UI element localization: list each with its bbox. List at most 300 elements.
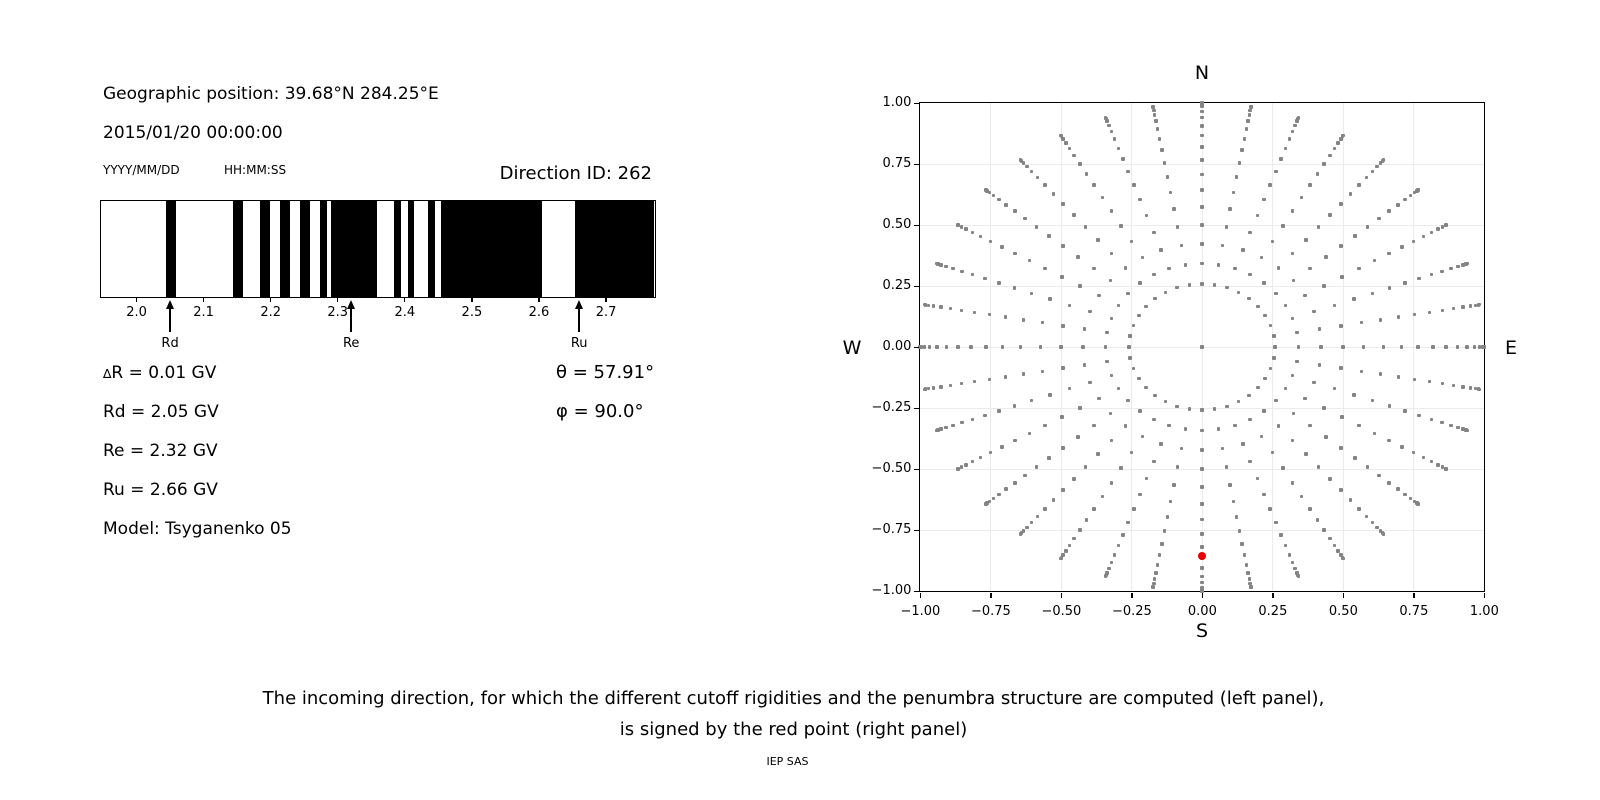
direction-grid-dot: [939, 427, 943, 431]
direction-grid-dot: [1360, 370, 1364, 374]
direction-grid-dot: [1353, 456, 1357, 460]
direction-grid-dot: [1030, 521, 1034, 525]
direction-grid-dot: [1200, 408, 1204, 412]
direction-grid-dot: [1153, 297, 1157, 301]
x-tick-label: 1.00: [1469, 604, 1499, 620]
direction-grid-dot: [1060, 275, 1064, 279]
direction-grid-dot: [1043, 183, 1047, 187]
direction-grid-dot: [1248, 273, 1252, 277]
direction-grid-dot: [1152, 418, 1156, 422]
direction-grid-dot: [1387, 481, 1391, 485]
direction-grid-dot: [1097, 294, 1101, 298]
direction-grid-dot: [1248, 460, 1252, 464]
direction-grid-dot: [1200, 575, 1204, 579]
direction-grid-dot: [1030, 170, 1034, 174]
direction-grid-dot: [973, 311, 977, 315]
direction-grid-dot: [1416, 502, 1420, 506]
direction-grid-dot: [1461, 385, 1465, 389]
direction-grid-dot: [1256, 477, 1260, 481]
direction-grid-dot: [1144, 305, 1148, 309]
direction-grid-dot: [1371, 170, 1375, 174]
direction-grid-dot: [932, 304, 936, 308]
direction-grid-dot: [1096, 452, 1100, 456]
direction-grid-dot: [969, 345, 973, 349]
direction-grid-dot: [1308, 267, 1312, 271]
direction-grid-dot: [1349, 192, 1353, 196]
direction-grid-dot: [1279, 533, 1283, 537]
direction-grid-dot: [944, 426, 948, 430]
direction-grid-dot: [1035, 225, 1039, 229]
direction-grid-dot: [1379, 372, 1383, 376]
direction-grid-dot: [1110, 439, 1114, 443]
direction-grid-dot: [1169, 500, 1173, 504]
direction-grid-dot: [1340, 275, 1344, 279]
direction-grid-dot: [1156, 563, 1160, 567]
penumbra-tick-label: 2.5: [461, 305, 483, 320]
direction-grid-dot: [1188, 407, 1192, 411]
penumbra-tick: [404, 297, 405, 302]
direction-grid-dot: [1366, 225, 1370, 229]
y-tick-label: 1.00: [882, 95, 912, 111]
direction-grid-dot: [1000, 445, 1004, 449]
direction-grid-dot: [1092, 424, 1096, 428]
y-tick-label: 0.50: [882, 217, 912, 233]
direction-grid-dot: [1241, 248, 1245, 252]
direction-grid-dot: [1303, 397, 1307, 401]
direction-grid-dot: [1061, 324, 1065, 328]
direction-grid-dot: [1333, 147, 1337, 151]
direction-grid-dot: [1025, 526, 1029, 530]
direction-grid-dot: [1064, 141, 1068, 145]
direction-grid-dot: [1172, 207, 1176, 211]
direction-grid-dot: [1238, 161, 1242, 165]
direction-grid-dot: [960, 465, 964, 469]
direction-grid-dot: [1417, 277, 1421, 281]
direction-grid-dot: [973, 380, 977, 384]
direction-grid-dot: [1288, 553, 1292, 557]
direction-grid-dot: [1409, 194, 1413, 198]
direction-grid-dot: [1137, 314, 1141, 318]
y-tick: [914, 530, 919, 531]
direction-grid-dot: [951, 424, 955, 428]
direction-grid-dot: [1478, 388, 1482, 392]
direction-grid-dot: [1340, 415, 1344, 419]
y-tick: [914, 164, 919, 165]
direction-grid-dot: [1023, 217, 1027, 221]
direction-grid-dot: [1428, 311, 1432, 315]
direction-grid-dot: [1243, 137, 1247, 141]
y-tick: [914, 347, 919, 348]
direction-grid-dot: [1422, 235, 1426, 239]
direction-grid-dot: [1357, 507, 1361, 511]
direction-grid-dot: [1377, 474, 1381, 478]
direction-grid-dot: [1322, 284, 1326, 288]
direction-grid-dot: [1371, 292, 1375, 296]
direction-grid-dot: [1105, 360, 1109, 364]
direction-grid-dot: [1465, 345, 1469, 349]
direction-grid-dot: [1110, 481, 1114, 485]
direction-grid-dot: [1291, 209, 1295, 213]
x-tick-label: −0.75: [970, 604, 1011, 620]
direction-grid-dot: [1023, 474, 1027, 478]
direction-grid-dot: [1004, 487, 1008, 491]
direction-grid-dot: [1078, 162, 1082, 166]
direction-grid-dot: [1371, 521, 1375, 525]
penumbra-tick-label: 2.1: [193, 305, 214, 320]
direction-grid-dot: [1151, 586, 1155, 590]
direction-grid-dot: [1444, 467, 1448, 471]
direction-grid-dot: [1138, 493, 1142, 497]
direction-grid-dot: [1277, 266, 1281, 270]
direction-grid-dot: [1291, 252, 1295, 256]
info-line-delta-r: ∆R = 0.01 GV: [103, 363, 217, 383]
cutoff-arrow-re: [347, 300, 356, 332]
direction-grid-dot: [1200, 223, 1204, 227]
direction-grid-dot: [1324, 435, 1328, 439]
direction-grid-dot: [1200, 173, 1204, 177]
direction-grid-dot: [1109, 279, 1113, 283]
direction-grid-dot: [1092, 183, 1096, 187]
direction-grid-dot: [939, 263, 943, 267]
direction-grid-dot: [1268, 183, 1272, 187]
direction-grid-dot: [1373, 259, 1377, 263]
direction-grid-dot: [1188, 283, 1192, 287]
direction-grid-dot: [1145, 214, 1149, 218]
direction-grid-dot: [1217, 427, 1221, 431]
direction-grid-dot: [1013, 286, 1017, 290]
direction-grid-dot: [971, 273, 975, 277]
direction-grid-dot: [1400, 245, 1404, 249]
direction-grid-dot: [1271, 451, 1275, 455]
delta-symbol: ∆: [103, 366, 112, 381]
direction-grid-dot: [1436, 227, 1440, 231]
y-tick-label: 0.25: [882, 278, 912, 294]
direction-grid-dot: [1248, 113, 1252, 117]
direction-grid-dot: [1274, 521, 1278, 525]
direction-grid-dot: [1117, 147, 1121, 151]
direction-grid-dot: [1109, 412, 1113, 416]
direction-grid-dot: [1200, 485, 1204, 489]
direction-grid-dot: [945, 345, 949, 349]
direction-grid-dot: [1396, 487, 1400, 491]
direction-grid-dot: [1387, 439, 1391, 443]
info-line-rd: Rd = 2.05 GV: [103, 402, 219, 422]
direction-grid-dot: [1072, 537, 1076, 541]
direction-grid-dot: [1284, 387, 1288, 391]
direction-grid-dot: [1083, 327, 1087, 331]
direction-grid-dot: [1126, 521, 1130, 525]
direction-grid-dot: [1175, 405, 1179, 409]
direction-grid-dot: [1064, 549, 1068, 553]
direction-grid-dot: [1440, 421, 1444, 425]
direction-grid-dot: [1172, 483, 1176, 487]
direction-grid-dot: [1035, 465, 1039, 469]
direction-grid-dot: [1324, 255, 1328, 259]
direction-grid-dot: [1412, 451, 1416, 455]
direction-grid-dot: [1097, 397, 1101, 401]
direction-grid-dot: [1465, 262, 1469, 266]
penumbra-tick-label: 2.4: [394, 305, 416, 320]
direction-grid-dot: [1180, 244, 1184, 248]
direction-grid-dot: [1132, 367, 1136, 371]
x-tick-label: −1.00: [900, 604, 941, 620]
direction-grid-dot: [1200, 581, 1204, 585]
direction-grid-dot: [1138, 409, 1142, 413]
direction-grid-dot: [1339, 324, 1343, 328]
direction-grid-dot: [1166, 515, 1170, 519]
direction-grid-dot: [1237, 400, 1241, 404]
direction-grid-dot: [1078, 528, 1082, 532]
direction-grid-dot: [1365, 515, 1369, 519]
direction-grid-dot: [1200, 566, 1204, 570]
direction-grid-dot: [983, 414, 987, 418]
direction-grid-dot: [1339, 366, 1343, 370]
direction-grid-dot: [1154, 119, 1158, 123]
direction-grid-dot: [1247, 297, 1251, 301]
direction-grid-dot: [1248, 418, 1252, 422]
direction-grid-dot: [1328, 154, 1332, 158]
direction-grid-dot: [1145, 477, 1149, 481]
direction-grid-dot: [1352, 297, 1356, 301]
direction-grid-dot: [1316, 172, 1320, 176]
direction-grid-dot: [1397, 375, 1401, 379]
cutoff-arrow-label-re: Re: [342, 336, 360, 351]
direction-grid-dot: [1072, 213, 1076, 217]
direction-grid-dot: [1085, 518, 1089, 522]
y-tick: [914, 103, 919, 104]
direction-grid-dot: [1243, 553, 1247, 557]
direction-grid-dot: [1440, 270, 1444, 274]
direction-grid-dot: [1284, 147, 1288, 151]
y-tick-label: −0.75: [871, 522, 912, 538]
direction-grid-dot: [1318, 363, 1322, 367]
direction-grid-dot: [1152, 273, 1156, 277]
x-tick-label: 0.25: [1258, 604, 1288, 620]
direction-grid-dot: [1328, 213, 1332, 217]
direction-grid-dot: [1200, 116, 1204, 120]
penumbra-tick: [337, 297, 338, 302]
direction-grid-dot: [1449, 267, 1453, 271]
direction-grid-dot: [1088, 310, 1092, 314]
allowed-band: [280, 201, 290, 297]
direction-grid-dot: [927, 387, 931, 391]
direction-grid-dot: [1156, 127, 1160, 131]
direction-grid-dot: [1238, 529, 1242, 533]
direction-grid-dot: [1262, 281, 1266, 285]
arrow-up-icon: [575, 300, 583, 309]
direction-grid-dot: [1041, 321, 1045, 325]
direction-grid-dot: [1232, 191, 1236, 195]
direction-grid-dot: [1328, 537, 1332, 541]
direction-grid-dot: [923, 388, 927, 392]
direction-grid-dot: [1081, 345, 1085, 349]
direction-grid-dot: [1200, 532, 1204, 536]
direction-grid-dot: [1200, 101, 1204, 105]
direction-grid-dot: [1317, 225, 1321, 229]
direction-grid-dot: [960, 309, 964, 313]
x-tick-label: 0.50: [1328, 604, 1358, 620]
direction-grid-dot: [1256, 214, 1260, 218]
direction-grid-dot: [1293, 124, 1297, 128]
direction-grid-dot: [1233, 267, 1237, 271]
direction-grid-dot: [949, 384, 953, 388]
direction-grid-dot: [1137, 377, 1141, 381]
direction-grid-dot: [1158, 553, 1162, 557]
direction-grid-dot: [1164, 291, 1168, 295]
direction-grid-dot: [1039, 345, 1043, 349]
direction-grid-dot: [1004, 375, 1008, 379]
direction-grid-dot: [1126, 170, 1130, 174]
direction-grid-dot: [1019, 345, 1023, 349]
direction-grid-dot: [1377, 217, 1381, 221]
cutoff-arrow-ru: [575, 300, 584, 332]
direction-grid-dot: [1291, 374, 1295, 378]
x-tick: [1061, 593, 1062, 598]
direction-grid-dot: [1113, 553, 1117, 557]
direction-grid-dot: [1339, 446, 1343, 450]
direction-grid-dot: [984, 345, 988, 349]
direction-grid-dot: [1371, 399, 1375, 403]
direction-grid-dot: [1362, 345, 1366, 349]
y-tick: [914, 225, 919, 226]
direction-grid-dot: [1382, 158, 1386, 162]
direction-grid-dot: [1379, 318, 1383, 322]
direction-grid-dot: [1452, 384, 1456, 388]
penumbra-tick: [538, 297, 539, 302]
direction-grid-dot: [1117, 304, 1121, 308]
direction-grid-dot: [989, 240, 993, 244]
direction-grid-dot: [997, 409, 1001, 413]
direction-grid-dot: [1061, 366, 1065, 370]
direction-grid-dot: [1052, 192, 1056, 196]
gridline-vertical: [1413, 103, 1414, 591]
direction-grid-dot: [1430, 418, 1434, 422]
allowed-band: [233, 201, 243, 297]
direction-grid-dot: [1456, 345, 1460, 349]
direction-grid-dot: [1412, 240, 1416, 244]
y-tick-label: 0.00: [882, 339, 912, 355]
direction-grid-dot: [1200, 448, 1204, 452]
direction-grid-dot: [1225, 465, 1229, 469]
direction-grid-dot: [935, 262, 939, 266]
allowed-band: [408, 201, 415, 297]
direction-grid-dot: [1085, 172, 1089, 176]
direction-grid-dot: [1456, 265, 1460, 269]
direction-grid-dot: [1256, 305, 1260, 309]
direction-grid-dot: [923, 345, 927, 349]
direction-grid-dot: [1333, 304, 1337, 308]
direction-grid-dot: [1403, 409, 1407, 413]
direction-grid-dot: [1200, 110, 1204, 114]
direction-grid-dot: [1200, 262, 1204, 266]
direction-grid-dot: [1248, 577, 1252, 581]
direction-grid-dot: [1041, 370, 1045, 374]
direction-grid-dot: [1341, 345, 1345, 349]
compass-east-label: E: [1504, 337, 1517, 359]
direction-grid-dot: [1200, 145, 1204, 149]
direction-grid-dot: [1113, 137, 1117, 141]
direction-grid-dot: [1387, 252, 1391, 256]
direction-grid-dot: [932, 386, 936, 390]
direction-grid-dot: [1141, 256, 1145, 260]
direction-grid-dot: [1469, 304, 1473, 308]
direction-grid-dot: [971, 460, 975, 464]
direction-grid-dot: [1132, 324, 1136, 328]
direction-grid-dot: [1274, 170, 1278, 174]
direction-grid-dot: [1001, 345, 1005, 349]
direction-grid-dot: [1013, 439, 1017, 443]
direction-grid-dot: [1400, 345, 1404, 349]
direction-grid-dot: [1130, 451, 1134, 455]
direction-grid-dot: [1160, 542, 1164, 546]
direction-grid-dot: [1297, 575, 1301, 579]
direction-grid-dot: [1096, 238, 1100, 242]
direction-grid-dot: [1036, 176, 1040, 180]
x-tick-label: −0.50: [1041, 604, 1082, 620]
direction-grid-dot: [1318, 327, 1322, 331]
allowed-band: [394, 201, 401, 297]
direction-grid-dot: [1019, 532, 1023, 536]
direction-grid-dot: [1200, 188, 1204, 192]
direction-grid-dot: [1072, 154, 1076, 158]
direction-grid-dot: [1121, 157, 1125, 161]
direction-grid-dot: [1200, 467, 1204, 471]
direction-grid-dot: [1304, 238, 1308, 242]
allowed-band: [331, 201, 378, 297]
direction-grid-dot: [1308, 424, 1312, 428]
direction-grid-dot: [1291, 561, 1295, 565]
direction-grid-dot: [1444, 223, 1448, 227]
direction-grid-dot: [1019, 158, 1023, 162]
direction-grid-dot: [935, 429, 939, 433]
direction-grid-dot: [944, 265, 948, 269]
direction-grid-dot: [1341, 557, 1345, 561]
direction-grid-dot: [1110, 252, 1114, 256]
direction-grid-dot: [1262, 493, 1266, 497]
direction-grid-dot: [1127, 345, 1131, 349]
direction-grid-dot: [1200, 205, 1204, 209]
direction-grid-dot: [1308, 183, 1312, 187]
direction-grid-dot: [1281, 224, 1285, 228]
direction-grid-dot: [1153, 113, 1157, 117]
direction-grid-dot: [1078, 284, 1082, 288]
direction-grid-dot: [1153, 577, 1157, 581]
direction-grid-dot: [1043, 507, 1047, 511]
direction-grid-dot: [1274, 292, 1278, 296]
direction-grid-dot: [1028, 259, 1032, 263]
direction-grid-dot: [1272, 334, 1276, 338]
direction-grid-dot: [984, 502, 988, 506]
info-line-model: Model: Tsyganenko 05: [103, 519, 292, 539]
direction-grid-dot: [1068, 387, 1072, 391]
penumbra-tick: [136, 297, 137, 302]
allowed-band: [300, 201, 310, 297]
time-format-label: HH:MM:SS: [224, 163, 287, 177]
direction-grid-dot: [1225, 405, 1229, 409]
direction-grid-dot: [1284, 544, 1288, 548]
direction-grid-dot: [1200, 282, 1204, 286]
direction-grid-dot: [1076, 255, 1080, 259]
direction-grid-dot: [1260, 435, 1264, 439]
direction-grid-dot: [1396, 203, 1400, 207]
direction-grid-dot: [960, 225, 964, 229]
x-tick: [920, 593, 921, 598]
direction-grid-dot: [1076, 435, 1080, 439]
cutoff-arrow-label-ru: Ru: [570, 336, 588, 351]
direction-grid-dot: [1059, 134, 1063, 138]
direction-grid-dot: [1430, 273, 1434, 277]
caption-line-2: is signed by the red point (right panel): [619, 719, 968, 740]
